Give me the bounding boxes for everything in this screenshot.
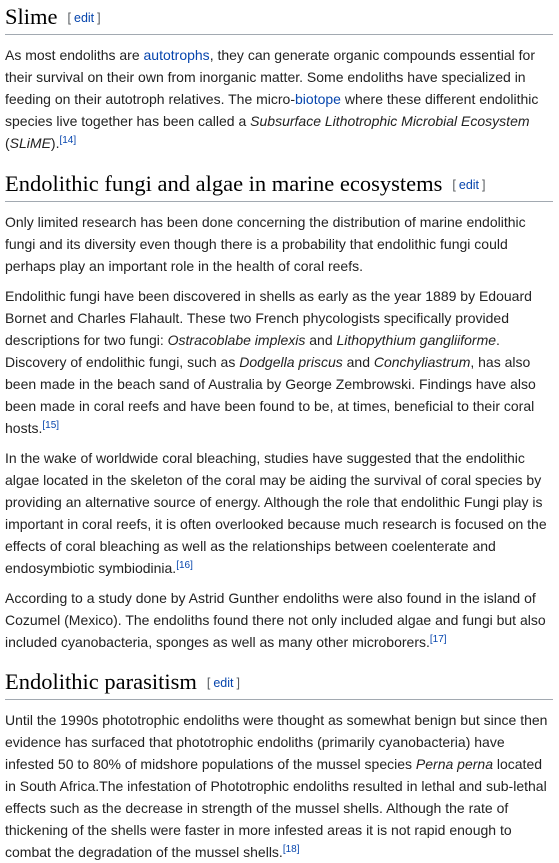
paragraph — [5, 285, 553, 439]
edit-section-link[interactable]: edit — [458, 178, 480, 192]
link-autotrophs[interactable]: autotrophs — [143, 47, 210, 63]
paragraph — [5, 211, 553, 277]
edit-section-link[interactable]: edit — [74, 11, 95, 25]
italic-term: Conchyliastrum — [373, 354, 471, 370]
citation-link[interactable]: [14] — [59, 135, 77, 146]
text: Only limited research has been done concerning the distribution of marine endolithic fungi and its diversity even though there is a probability that endolithic fungi could perhaps play an important role in the health of coral reefs. — [5, 214, 526, 274]
section-title: Endolithic parasitism — [5, 669, 197, 694]
italic-term: Ostracoblabe implexis — [167, 332, 306, 348]
text: According to a study done by Astrid Gunther endoliths were also found in the island of Cozumel (Mexico). The endoliths found there not only included algae and fungi but also included cyanobacteria, sponges as well as many other microborers. — [5, 590, 546, 650]
paragraph — [5, 44, 553, 154]
section-fungi-algae — [5, 171, 553, 653]
citation-ref — [283, 844, 300, 855]
text: ). — [50, 135, 60, 151]
citation-link[interactable]: [18] — [282, 844, 300, 855]
paragraph — [5, 447, 553, 579]
text: , has also been made in the beach sand of Australia by George Zembrowski. Findings have also been made in coral reefs and have been found to be, at times, beneficial to their coral hosts. — [5, 354, 536, 436]
text: , they can generate organic compounds essential for their survival on their own from inorganic matter. Some endoliths have specialized in feeding on their autotroph relatives. The micro- — [5, 47, 535, 107]
section-heading — [5, 171, 553, 202]
section-title: Endolithic fungi and algae in marine ecosystems — [5, 171, 443, 196]
edit-section-link-wrapper: [ edit ] — [206, 676, 240, 690]
italic-term: SLiME — [9, 135, 51, 151]
link-biotope[interactable]: biotope — [295, 91, 341, 107]
text: Until the 1990s phototrophic endoliths were thought as somewhat benign but since then evidence has surfaced that phototrophic endoliths (primarily cyanobacteria) have infested 50 to 80% of midshore populations of the mussel species — [5, 712, 548, 772]
italic-term: Subsurface Lithotrophic Microbial Ecosystem — [250, 113, 530, 129]
italic-term: Dodgella priscus — [239, 354, 343, 370]
italic-term: Perna perna — [415, 756, 493, 772]
edit-section-link-wrapper: [ edit ] — [67, 11, 101, 25]
citation-ref — [42, 420, 59, 431]
text: As most endoliths are — [5, 47, 144, 63]
paragraph — [5, 587, 553, 653]
edit-section-link[interactable]: edit — [213, 676, 234, 690]
paragraph — [5, 709, 553, 863]
text: ( — [5, 135, 10, 151]
text: where these different endolithic species live together has been called a — [5, 91, 539, 129]
citation-link[interactable]: [15] — [42, 420, 60, 431]
section-heading — [5, 669, 553, 700]
citation-ref — [430, 634, 447, 645]
citation-link[interactable]: [17] — [429, 634, 447, 645]
citation-ref — [59, 135, 76, 146]
text: located in South Africa.The infestation of Phototrophic endoliths resulted in lethal and sub-lethal effects such as the decrease in strength of the mussel shells. Although the rate of thickening of the shells were faster in more infested areas it is not rapid enough to combat the degradation of the mussel shells. — [5, 756, 547, 860]
text: . Discovery of endolithic fungi, such as — [5, 332, 500, 370]
italic-term: Lithopythium gangliiforme — [336, 332, 497, 348]
section-parasitism — [5, 669, 553, 863]
text: and — [305, 332, 337, 348]
section-slime — [5, 0, 553, 154]
citation-ref — [176, 560, 193, 571]
text: and — [342, 354, 374, 370]
section-heading — [5, 4, 553, 35]
citation-link[interactable]: [16] — [176, 560, 193, 571]
text: In the wake of worldwide coral bleaching, studies have suggested that the endolithic algae located in the skeleton of the coral may be aiding the survival of coral species by providing an alternative source of energy. Although the role that endolithic Fungi play is important in coral reefs, it is often overlooked because much research is focused on the effects of coral bleaching as well as the relationships between coelenterate and endosymbiotic symbiodinia. — [5, 450, 547, 576]
edit-section-link-wrapper: [ edit ] — [452, 178, 486, 192]
text: Endolithic fungi have been discovered in shells as early as the year 1889 by Edouard Bornet and Charles Flahault. These two French phycologists specifically provided descriptions for two fungi: — [5, 288, 532, 348]
section-title: Slime — [5, 4, 58, 29]
